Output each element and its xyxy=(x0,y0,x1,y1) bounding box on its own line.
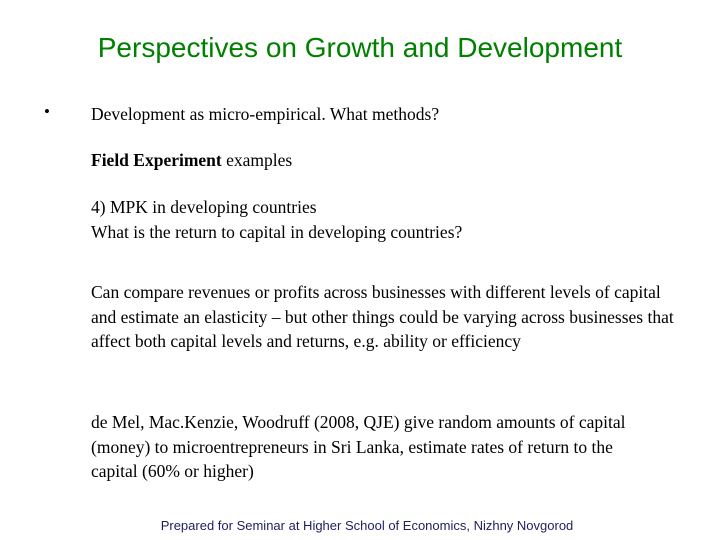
comparison-paragraph: Can compare revenues or profits across businesses with different levels of capital and estimate an elasticity – but other things could be varying across businesses that affect both capital levels and returns, e.g. ability or efficiency xyxy=(91,282,674,351)
bullet-text-methods: Development as micro-empirical. What methods? xyxy=(91,104,440,124)
mpk-question: What is the return to capital in developing countries? xyxy=(91,221,463,242)
slide-title: Perspectives on Growth and Development xyxy=(97,32,623,63)
field-experiment-rest: examples xyxy=(221,150,293,170)
mpk-section xyxy=(91,195,691,244)
bullet-icon: • xyxy=(44,102,50,121)
slide-footer: Prepared for Seminar at Higher School of Economics, Nizhny Novgorod xyxy=(160,518,574,533)
mpk-heading: 4) MPK in developing countries xyxy=(91,197,317,217)
field-experiment-bold: Field Experiment xyxy=(91,150,222,170)
demel-paragraph: de Mel, Mac.Kenzie, Woodruff (2008, QJE) give random amounts of capital (money) to microentrepreneurs in Sri Lanka, estimate rates of return to the capital (60% or higher) xyxy=(91,412,626,481)
field-experiment-heading xyxy=(91,148,691,173)
